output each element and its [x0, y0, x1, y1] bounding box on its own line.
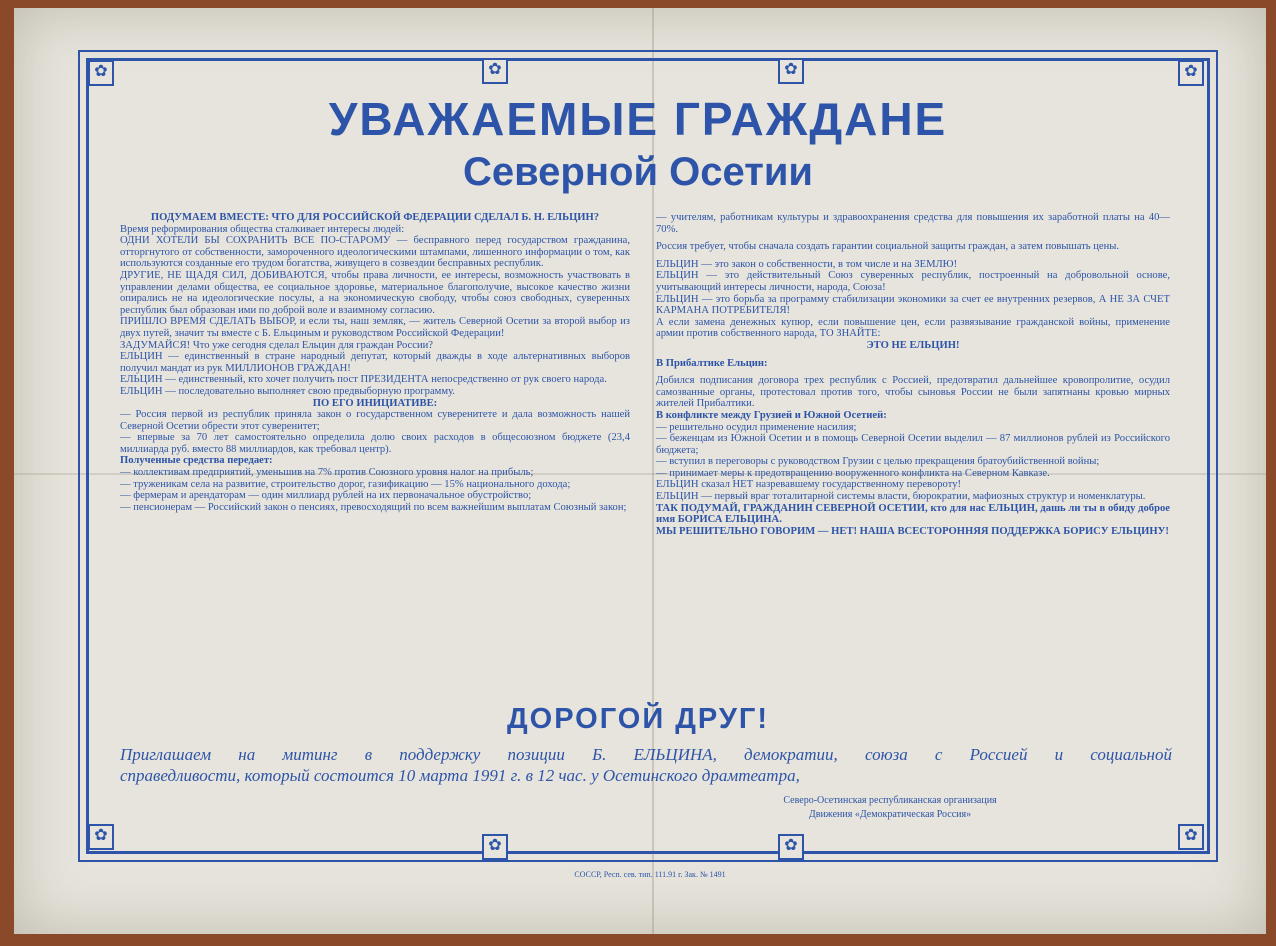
paragraph: ЕЛЬЦИН — единственный, кто хочет получить пост ПРЕЗИДЕНТА непосредственно от рук своего народа.: [120, 374, 607, 386]
invitation-line: Приглашаем на митинг в поддержку позиции Б. ЕЛЬЦИНА, демократии, союза с Россией и социальной: [120, 745, 1172, 764]
left-text-column: [120, 212, 630, 513]
rosette-icon: ✿: [482, 58, 508, 84]
paragraph: Россия требует, чтобы сначала создать гарантии социальной защиты граждан, а затем повышать цены.: [656, 241, 1120, 253]
invitation-line: справедливости, который состоится 10 марта 1991 г. в 12 час. у Осетинского драмтеатра,: [120, 766, 800, 785]
rosette-icon: ✿: [778, 58, 804, 84]
corner-rosette-icon: ✿: [1178, 824, 1204, 850]
right-text-column: [656, 212, 1170, 537]
friend-heading: ДОРОГОЙ ДРУГ!: [506, 703, 769, 735]
paragraph: ЕЛЬЦИН — единственный в стране народный депутат, который дважды в ходе альтернативных выборов получил мандат из рук МИЛЛИОНОВ ГРАЖДАН!: [120, 351, 630, 374]
paragraph: А если замена денежных купюр, если повышение цен, если развязывание гражданской войны, применение армии против собственного народа, ТО ЗНАЙТЕ:: [656, 316, 1170, 340]
paragraph: ЕЛЬЦИН — это закон о собственности, в том числе и на ЗЕМЛЮ!: [656, 258, 958, 270]
paragraph: ЕЛЬЦИН — это борьба за программу стабилизации экономики за счет ее внутренних резервов, А НЕ ЗА СЧЕТ КАРМАНА ПОТРЕБИТЕЛЯ!: [656, 293, 1170, 317]
paragraph: — труженикам села на развитие, строительство дорог, газификацию — 15% национального дохода;: [120, 478, 571, 490]
corner-rosette-icon: ✿: [88, 60, 114, 86]
paragraph: ЕЛЬЦИН — первый враг тоталитарной системы власти, бюрократии, мафиозных структур и номенклатуры.: [656, 491, 1146, 503]
poster-subtitle: Северной Осетии: [462, 150, 814, 194]
paragraph: ЕЛЬЦИН — последовательно выполняет свою предвыборную программу.: [120, 385, 455, 397]
paragraph: ЕЛЬЦИН — это действительный Союз суверенных республик, построенный на добровольной основе, учитывающий интересы личности, народа, Союза!: [656, 270, 1170, 293]
paragraph: ТАК ПОДУМАЙ, ГРАЖДАНИН СЕВЕРНОЙ ОСЕТИИ, кто для нас ЕЛЬЦИН, дашь ли ты в обиду доброе имя БОРИСА ЕЛЬЦИНА.: [656, 502, 1170, 526]
paragraph: ДРУГИЕ, НЕ ЩАДЯ СИЛ, ДОБИВАЮТСЯ, чтобы права личности, ее интересы, возможность участвовать в управлении делами общества, ее социальное здоровье, материальное благополучие, высокое качество жизни опирались не на идеологические посулы, а на экономическую свободу, чтобы союз свободных, суверенных республик был образован ими по доброй воле и взаимному согласию.: [120, 269, 630, 316]
paragraph: В конфликте между Грузией и Южной Осетией:: [656, 409, 887, 421]
paragraph: — решительно осудил применение насилия;: [656, 421, 857, 433]
paragraph: — беженцам из Южной Осетии и в помощь Северной Осетии выделил — 87 миллионов рублей из Российского бюджета;: [656, 433, 1170, 456]
paragraph: МЫ РЕШИТЕЛЬНО ГОВОРИМ — НЕТ! НАША ВСЕСТОРОННЯЯ ПОДДЕРЖКА БОРИСУ ЕЛЬЦИНУ!: [656, 525, 1169, 537]
corner-rosette-icon: ✿: [1178, 60, 1204, 86]
paragraph: ПО ЕГО ИНИЦИАТИВЕ:: [312, 397, 438, 409]
rosette-icon: ✿: [778, 834, 804, 860]
organization-signature: [700, 794, 1080, 822]
paragraph: В Прибалтике Ельцин:: [656, 357, 768, 369]
paragraph: ЗАДУМАЙСЯ! Что уже сегодня сделал Ельцин для граждан России?: [120, 339, 433, 351]
paragraph: ЭТО НЕ ЕЛЬЦИН!: [866, 339, 960, 351]
organization-line: Движения «Демократическая Россия»: [808, 809, 972, 820]
paragraph: — впервые за 70 лет самостоятельно определила долю своих расходов в общесоюзном бюджете (23,4 миллиарда руб. вместо 88 миллиардов, как требовал центр).: [120, 432, 630, 455]
paragraph: — фермерам и арендаторам — один миллиард рублей на их первоначальное обустройство;: [120, 490, 532, 502]
paragraph: — учителям, работникам культуры и здравоохранения средства для повышения их заработной платы на 40—70%.: [656, 212, 1170, 235]
paragraph: Добился подписания договора трех республик с Россией, предотвратил дальнейшее кровопролитие, осудил самозванные органы, протестовал против того, чтобы сыновья России не были запятнаны кровью мирных жителей Прибалтики.: [656, 375, 1170, 410]
paragraph: ОДНИ ХОТЕЛИ БЫ СОХРАНИТЬ ВСЕ ПО-СТАРОМУ — бесправного перед государством гражданина, отторгнутого от собственности, замороченного идеологическими штампами, лишенного информации о том, как используются созданные его трудом богатства, живущего в созвездии бесправных республик.: [120, 235, 630, 270]
printer-imprint: СОССР, Респ. сев. тип. 111.91 г. Зак. № 1491: [574, 870, 726, 879]
paragraph: — коллективам предприятий, уменьшив на 7% против Союзного уровня налог на прибыль;: [120, 467, 534, 479]
rosette-icon: ✿: [482, 834, 508, 860]
paragraph: — вступил в переговоры с руководством Грузии с целью прекращения братоубийственной войны;: [656, 456, 1100, 468]
paragraph: ЕЛЬЦИН сказал НЕТ назревавшему государственному перевороту!: [656, 479, 962, 491]
paragraph: — принимает меры к предотвращению вооруженного конфликта на Северном Кавказе.: [656, 467, 1050, 479]
paragraph: ПРИШЛО ВРЕМЯ СДЕЛАТЬ ВЫБОР, и если ты, наш земляк, — житель Северной Осетии за второй выбор из двух путей, значит ты вместе с Б. Ельциным и руководством Российской Федерации!: [120, 316, 630, 339]
paragraph: — Россия первой из республик приняла закон о государственном суверенитете и дала возможность нашей Северной Осетии обрести этот суверенитет;: [120, 409, 630, 432]
meeting-invitation: [120, 744, 1172, 786]
paragraph: ПОДУМАЕМ ВМЕСТЕ: ЧТО ДЛЯ РОССИЙСКОЙ ФЕДЕРАЦИИ СДЕЛАЛ Б. Н. ЕЛЬЦИН?: [150, 212, 600, 223]
corner-rosette-icon: ✿: [88, 824, 114, 850]
paragraph: Полученные средства передает:: [120, 455, 273, 467]
poster-title: УВАЖАЕМЫЕ ГРАЖДАНЕ: [328, 93, 948, 145]
paragraph: Время реформирования общества сталкивает интересы людей:: [120, 223, 405, 235]
organization-line: Северо-Осетинская республиканская организация: [783, 795, 997, 806]
paragraph: — пенсионерам — Российский закон о пенсиях, превосходящий по всем важнейшим выплатам Союзный закон;: [120, 501, 627, 513]
